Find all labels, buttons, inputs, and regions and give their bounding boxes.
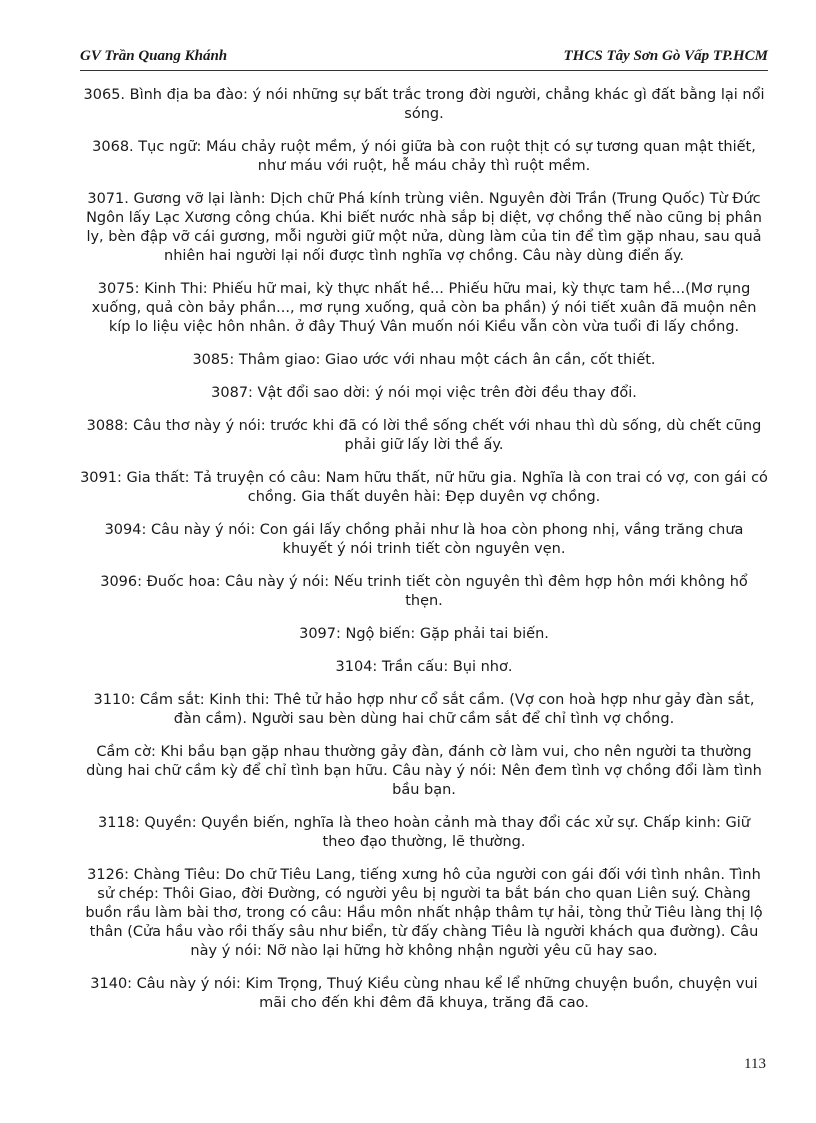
note-3140: 3140: Câu này ý nói: Kim Trọng, Thuý Kiều cùng nhau kể lể những chuyện buồn, chuyện vui mãi cho đến khi đêm đã khuya, trăng đã cao. — [90, 976, 758, 1011]
note-cam-co: Cầm cờ: Khi bầu bạn gặp nhau thường gảy đàn, đánh cờ làm vui, cho nên người ta thường dùng hai chữ cầm kỳ để chỉ tình bạn hữu. Câu này ý nói: Nên đem tình vợ chồng đổi làm tình bầu bạn. — [86, 744, 762, 798]
note-3097: 3097: Ngộ biến: Gặp phải tai biến. — [299, 626, 549, 642]
note-3088: 3088: Câu thơ này ý nói: trước khi đã có lời thề sống chết với nhau thì dù sống, dù chết cũng phải giữ lấy lời thề ấy. — [86, 418, 762, 453]
notes-content — [80, 86, 768, 1027]
note-3068: 3068. Tục ngữ: Máu chảy ruột mềm, ý nói giữa bà con ruột thịt có sự tương quan mật thiết, như máu với ruột, hễ máu chảy thì ruột mềm. — [92, 139, 756, 174]
note-3091: 3091: Gia thất: Tả truyện có câu: Nam hữu thất, nữ hữu gia. Nghĩa là con trai có vợ, con gái có chồng. Gia thất duyên hài: Đẹp duyên vợ chồng. — [80, 470, 768, 505]
note-3118: 3118: Quyền: Quyền biến, nghĩa là theo hoàn cảnh mà thay đổi các xử sự. Chấp kinh: Giữ theo đạo thường, lẽ thường. — [98, 815, 750, 850]
note-3075: 3075: Kinh Thi: Phiếu hữ mai, kỳ thực nhất hề... Phiếu hữu mai, kỳ thực tam hề...(Mơ rụng xuống, quả còn bảy phần..., mơ rụng xuống, quả còn ba phần) ý nói tiết xuân đã muộn nên kíp lo liệu việc hôn nhân. ở đây Thuý Vân muốn nói Kiều vẫn còn vừa tuổi đi lấy chồng. — [91, 281, 757, 335]
note-3085: 3085: Thâm giao: Giao ước với nhau một cách ân cần, cốt thiết. — [192, 352, 656, 368]
header-school: THCS Tây Sơn Gò Vấp TP.HCM — [563, 48, 768, 64]
note-3110: 3110: Cầm sắt: Kinh thi: Thê tử hảo hợp như cổ sắt cầm. (Vợ con hoà hợp như gảy đàn sắt, đàn cầm). Người sau bèn dùng hai chữ cầm sắt để chỉ tình vợ chồng. — [93, 692, 755, 727]
page-header — [80, 46, 768, 71]
page-number: 113 — [744, 1056, 766, 1072]
header-author: GV Trần Quang Khánh — [80, 48, 228, 64]
note-3065: 3065. Bình địa ba đào: ý nói những sự bất trắc trong đời người, chẳng khác gì đất bằng lại nổi sóng. — [83, 87, 765, 122]
note-3126: 3126: Chàng Tiêu: Do chữ Tiêu Lang, tiếng xưng hô của người con gái đối với tình nhân. Tình sử chép: Thôi Giao, đời Đường, có người yêu bị người ta bắt bán cho quan Liên suý. Chàng buồn rầu làm bài thơ, trong có câu: Hầu môn nhất nhập thâm tự hải, tòng thử Tiêu làng thị lộ thân (Cửa hầu vào rồi thấy sâu như biển, từ đấy chàng Tiêu là người khách qua đường). Câu này ý nói: Nỡ nào lại hững hờ không nhận người yêu cũ hay sao. — [85, 867, 763, 959]
note-3104: 3104: Trần cấu: Bụi nhơ. — [335, 659, 513, 675]
note-3071: 3071. Gương vỡ lại lành: Dịch chữ Phá kính trùng viên. Nguyên đời Trần (Trung Quốc) Từ Đức Ngôn lấy Lạc Xương công chúa. Khi biết nước nhà sắp bị diệt, vợ chồng thế nào cũng bị phân ly, bèn đập vỡ cái gương, mỗi người giữ một nửa, dùng làm của tin để tìm gặp nhau, sau quả nhiên hai người lại nối được tình nghĩa vợ chồng. Câu này dùng điển ấy. — [86, 191, 762, 264]
note-3087: 3087: Vật đổi sao dời: ý nói mọi việc trên đời đều thay đổi. — [211, 385, 637, 401]
note-3096: 3096: Đuốc hoa: Câu này ý nói: Nếu trinh tiết còn nguyên thì đêm hợp hôn mới không hổ thẹn. — [100, 574, 748, 609]
note-3094: 3094: Câu này ý nói: Con gái lấy chồng phải như là hoa còn phong nhị, vầng trăng chưa khuyết ý nói trinh tiết còn nguyên vẹn. — [104, 522, 744, 557]
